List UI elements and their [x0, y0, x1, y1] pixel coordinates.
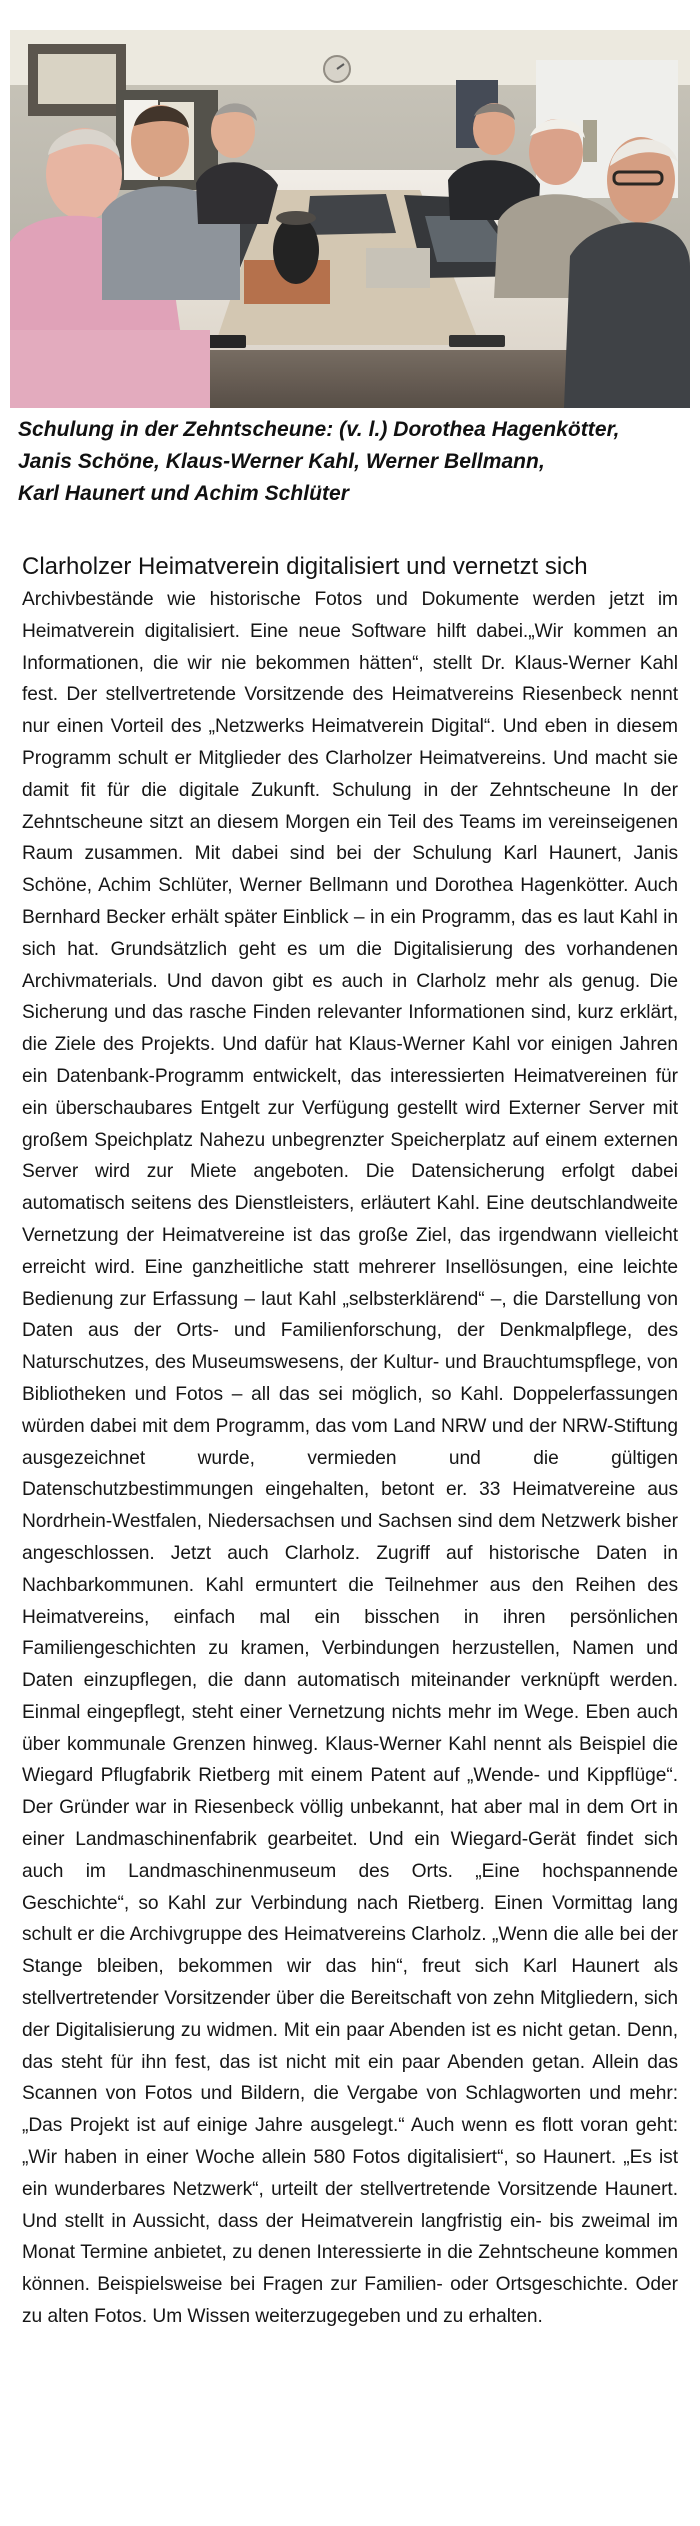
- article-body: [22, 584, 678, 2504]
- photo-caption: [18, 414, 688, 510]
- article-headline: Clarholzer Heimatverein digitalisiert und vernetzt sich: [22, 553, 588, 581]
- meeting-photo: [10, 30, 690, 408]
- caption-line-2: Janis Schöne, Klaus-Werner Kahl, Werner Bellmann,: [18, 450, 545, 473]
- article-paragraph: Archivbestände wie historische Fotos und Dokumente werden jetzt im Heimatverein digitalisiert. Eine neue Software hilft dabei.„Wir kommen an Informationen, die wir nie bekommen hätten“, stellt Dr. Klaus-Werner Kahl fest. Der stellvertretende Vorsitzende des Heimatvereins Riesenbeck nennt nur einen Vorteil des „Netzwerks Heimatverein Digital“. Und eben in diesem Programm schult er Mitglieder des Clarholzer Heimatvereins. Und macht sie damit fit für die digitale Zukunft. Schulung in der Zehntscheune In der Zehntscheune sitzt an diesem Morgen ein Teil des Teams im vereinseigenen Raum zusammen. Mit dabei sind bei der Schulung Karl Haunert, Janis Schöne, Achim Schlüter, Werner Bellmann und Dorothea Hagenkötter. Auch Bernhard Becker erhält später Einblick – in ein Programm, das es laut Kahl in sich hat. Grundsätzlich geht es um die Digitalisierung des vorhandenen Archivmaterials. Und davon gibt es auch in Clarholz mehr als genug. Die Sicherung und das rasche Finden relevanter Informationen sind, kurz erklärt, die Ziele des Projekts. Und dafür hat Klaus-Werner Kahl vor einigen Jahren ein Datenbank-Programm entwickelt, das interessierten Heimatvereinen für ein überschaubares Entgelt zur Verfügung gestellt wird Externer Server mit großem Speichplatz Nahezu unbegrenzter Speicherplatz auf einem externen Server wird zur Miete angeboten. Die Datensicherung erfolgt dabei automatisch seitens des Dienstleisters, erläutert Kahl. Eine deutschlandweite Vernetzung der Heimatvereine ist das große Ziel, das irgendwann vielleicht erreicht wird. Eine ganzheitliche statt mehrerer Insellösungen, eine leichte Bedienung zur Erfassung – laut Kahl „selbsterklärend“ –, die Darstellung von Daten aus der Orts- und Familienforschung, der Denkmalpflege, des Naturschutzes, des Museumswesens, der Kultur- und Brauchtumspflege, von Bibliotheken und Fotos – all das sei möglich, so Kahl. Doppelerfassungen würden dabei mit dem Programm, das vom Land NRW und der NRW-Stiftung ausgezeichnet wurde, vermieden und die gültigen Datenschutzbestimmungen eingehalten, betont er. 33 Heimatvereine aus Nordrhein-Westfalen, Niedersachsen und Sachsen sind dem Netzwerk bisher angeschlossen. Jetzt auch Clarholz. Zugriff auf historische Daten in Nachbarkommunen. Kahl ermuntert die Teilnehmer aus den Reihen des Heimatvereins, einfach mal ein bisschen in ihren persönlichen Familiengeschichten zu kramen, Verbindungen herzustellen, Namen und Daten einzupflegen, die dann automatisch miteinander verknüpft werden. Einmal eingepflegt, steht einer Vernetzung nichts mehr im Wege. Eben auch über kommunale Grenzen hinweg. Klaus-Werner Kahl nennt als Beispiel die Wiegard Pflugfabrik Rietberg mit einem Patent auf „Wende- und Kippflüge“. Der Gründer war in Riesenbeck völlig unbekannt, hat aber mal in dem Ort in einer Landmaschinenfabrik gearbeitet. Und ein Wiegard-Gerät findet sich auch im Landmaschinenmuseum des Orts. „Eine hochspannende Geschichte“, so Kahl zur Verbindung nach Rietberg. Einen Vormittag lang schult er die Archivgruppe des Heimatvereins Clarholz. „Wenn die alle bei der Stange bleiben, bekommen wir das hin“, freut sich Karl Haunert als stellvertretender Vorsitzender über die Bereitschaft von zehn Mitgliedern, sich der Digitalisierung zu widmen. Mit ein paar Abenden ist es nicht getan. Denn, das steht für ihn fest, das ist nicht mit ein paar Abenden getan. Allein das Scannen von Fotos und Bildern, die Vergabe von Schlagworten und mehr: „Das Projekt ist auf einige Jahre ausgelegt.“ Auch wenn es flott voran geht: „Wir haben in einer Woche allein 580 Fotos digitalisiert“, so Haunert. „Es ist ein wunderbares Netzwerk“, urteilt der stellvertretende Vorsitzende Haunert. Und stellt in Aussicht, dass der Heimatverein langfristig ein- bis zweimal im Monat Termine anbietet, zu denen Interessierte in die Zehntscheune kommen können. Beispielsweise bei Fragen zur Familien- oder Ortsgeschichte. Oder zu alten Fotos. Um Wissen weiterzugegeben und zu erhalten.: [22, 589, 678, 2328]
- photo-meeting-image: [10, 30, 690, 408]
- caption-line-3: Karl Haunert und Achim Schlüter: [18, 482, 349, 505]
- caption-line-1: Schulung in der Zehntscheune: (v. l.) Dorothea Hagenkötter,: [18, 418, 620, 441]
